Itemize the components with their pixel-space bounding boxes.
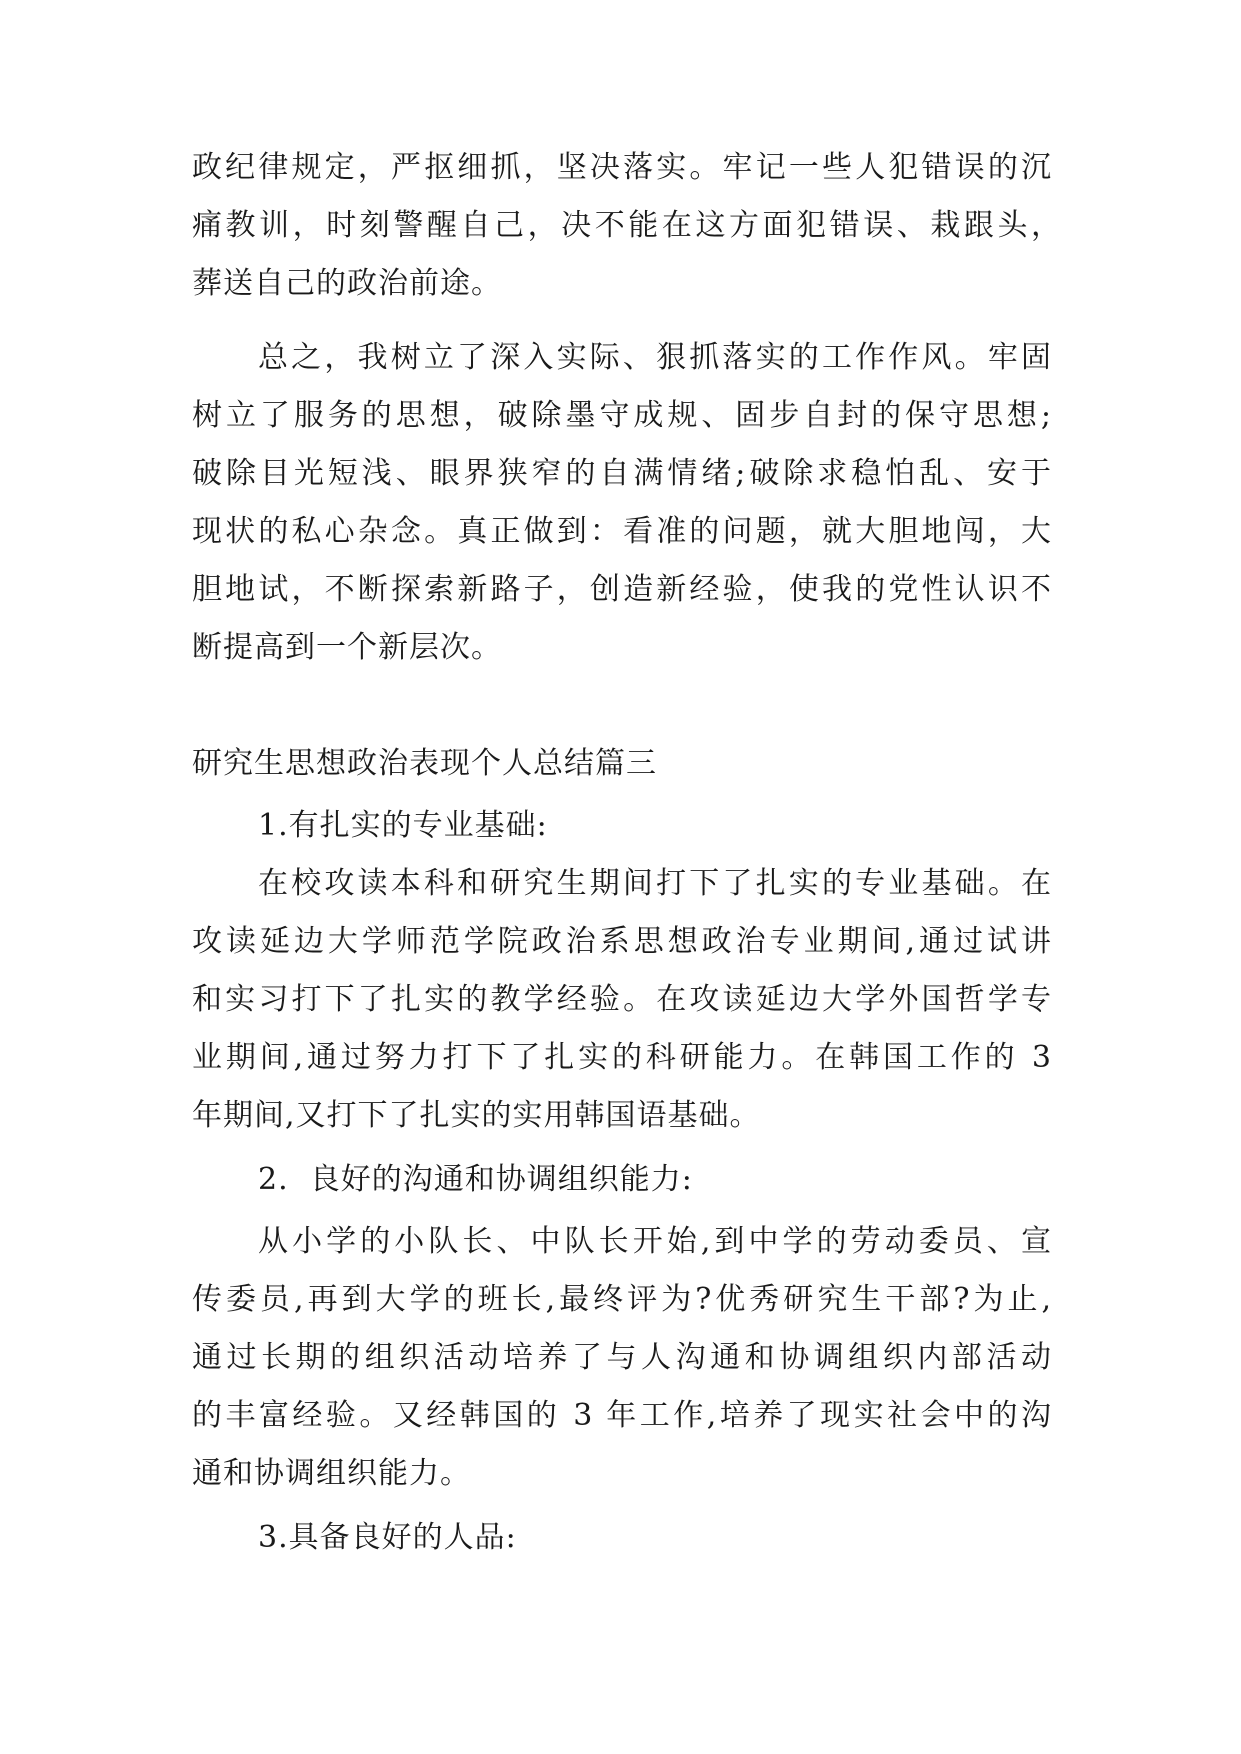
item1-line-3: 和实习打下了扎实的教学经验。在攻读延边大学外国哲学专 — [192, 982, 1052, 1017]
para1-line-3: 葬送自己的政治前途。 — [192, 266, 502, 301]
item1-heading: 1.有扎实的专业基础: — [258, 808, 548, 843]
para2-line-3: 破除目光短浅、眼界狭窄的自满情绪;破除求稳怕乱、安于 — [192, 456, 1052, 491]
para2-line-1: 总之，我树立了深入实际、狠抓落实的工作作风。牢固 — [258, 340, 1052, 375]
item2-line-5: 通和协调组织能力。 — [192, 1456, 471, 1491]
para2-line-5: 胆地试，不断探索新路子，创造新经验，使我的党性认识不 — [192, 572, 1052, 607]
para2-line-6: 断提高到一个新层次。 — [192, 630, 502, 665]
item2-line-1: 从小学的小队长、中队长开始,到中学的劳动委员、宣 — [258, 1224, 1052, 1259]
item2-line-4: 的丰富经验。又经韩国的 3 年工作,培养了现实社会中的沟 — [192, 1398, 1052, 1433]
section-heading: 研究生思想政治表现个人总结篇三 — [192, 746, 657, 781]
para1-line-1: 政纪律规定，严抠细抓，坚决落实。牢记一些人犯错误的沉 — [192, 150, 1052, 185]
para1-line-2: 痛教训，时刻警醒自己，决不能在这方面犯错误、栽跟头， — [192, 208, 1062, 243]
item1-line-5: 年期间,又打下了扎实的实用韩国语基础。 — [192, 1098, 761, 1133]
item1-line-4: 业期间,通过努力打下了扎实的科研能力。在韩国工作的 3 — [192, 1040, 1052, 1075]
item2-line-3: 通过长期的组织活动培养了与人沟通和协调组织内部活动 — [192, 1340, 1052, 1375]
item2-heading: 2. 良好的沟通和协调组织能力: — [258, 1162, 693, 1197]
item3-heading: 3.具备良好的人品: — [258, 1520, 517, 1555]
item1-line-1: 在校攻读本科和研究生期间打下了扎实的专业基础。在 — [258, 866, 1052, 901]
item1-line-2: 攻读延边大学师范学院政治系思想政治专业期间,通过试讲 — [192, 924, 1052, 959]
para2-line-4: 现状的私心杂念。真正做到：看准的问题，就大胆地闯，大 — [192, 514, 1052, 549]
para2-line-2: 树立了服务的思想，破除墨守成规、固步自封的保守思想; — [192, 398, 1052, 433]
item2-line-2: 传委员,再到大学的班长,最终评为?优秀研究生干部?为止, — [192, 1282, 1052, 1317]
